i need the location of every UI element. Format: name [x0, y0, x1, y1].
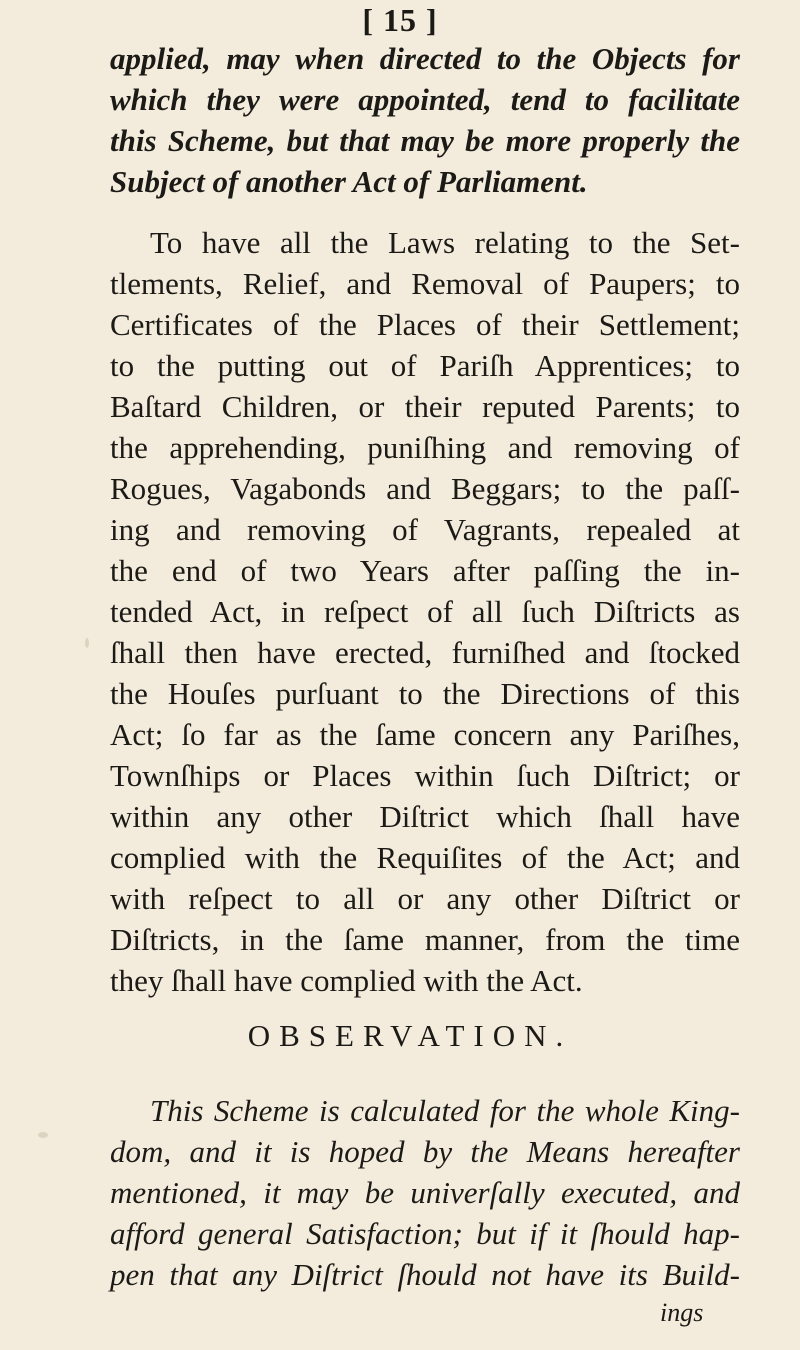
intro-line: which they were appointed, tend to facilitate [110, 82, 740, 117]
intro-line: Subject of another Act of Parliament. [110, 164, 588, 199]
paragraph-line: within any other Diſtrict which ſhall have [110, 799, 740, 834]
paragraph-line: Act; ſo far as the ſame concern any Pariſhes, [110, 717, 740, 752]
observation-line: afford general Satisfaction; but if it ſhould hap- [110, 1216, 740, 1251]
paragraph-line: the apprehending, puniſhing and removing of [110, 430, 740, 465]
paragraph-line: Rogues, Vagabonds and Beggars; to the paſſ- [110, 471, 740, 506]
intro-line: this Scheme, but that may be more properly the [110, 123, 740, 158]
intro-line: applied, may when directed to the Objects for [110, 41, 740, 76]
paragraph-line: Diſtricts, in the ſame manner, from the time [110, 922, 740, 957]
observation-heading: OBSERVATION. [247, 1018, 573, 1053]
ink-blot [38, 1132, 48, 1138]
paragraph-line: to the putting out of Pariſh Apprentices; to [110, 348, 740, 383]
observation-line: This Scheme is calculated for the whole King- [150, 1093, 740, 1128]
paragraph-line: To have all the Laws relating to the Set- [150, 225, 740, 260]
intro-text [110, 38, 740, 202]
paragraph-line: the end of two Years after paſſing the in- [110, 553, 740, 588]
paragraph-line: complied with the Requiſites of the Act; and [110, 840, 740, 875]
observation-line: mentioned, it may be univerſally executed, and [110, 1175, 740, 1210]
paragraph-line: Baſtard Children, or their reputed Parents; to [110, 389, 740, 424]
paragraph-line: Townſhips or Places within ſuch Diſtrict; or [110, 758, 740, 793]
paragraph-line: ing and removing of Vagrants, repealed at [110, 512, 740, 547]
paragraph-line: with reſpect to all or any other Diſtrict or [110, 881, 740, 916]
paragraph-line: they ſhall have complied with the Act. [110, 963, 583, 998]
catchword: ings [660, 1298, 704, 1327]
paragraph-line: tended Act, in reſpect of all ſuch Diſtricts as [110, 594, 740, 629]
main-paragraph [110, 222, 740, 1001]
observation-line: pen that any Diſtrict ſhould not have its Build- [110, 1257, 740, 1292]
paragraph-line: tlements, Relief, and Removal of Paupers; to [110, 266, 740, 301]
paragraph-line: Certificates of the Places of their Settlement; [110, 307, 740, 342]
ink-blot [85, 638, 89, 648]
paragraph-line: the Houſes purſuant to the Directions of this [110, 676, 740, 711]
observation-text [110, 1090, 740, 1295]
observation-line: dom, and it is hoped by the Means hereafter [110, 1134, 740, 1169]
page-number: [ 15 ] [362, 2, 438, 38]
paragraph-line: ſhall then have erected, furniſhed and ſtocked [110, 635, 740, 670]
